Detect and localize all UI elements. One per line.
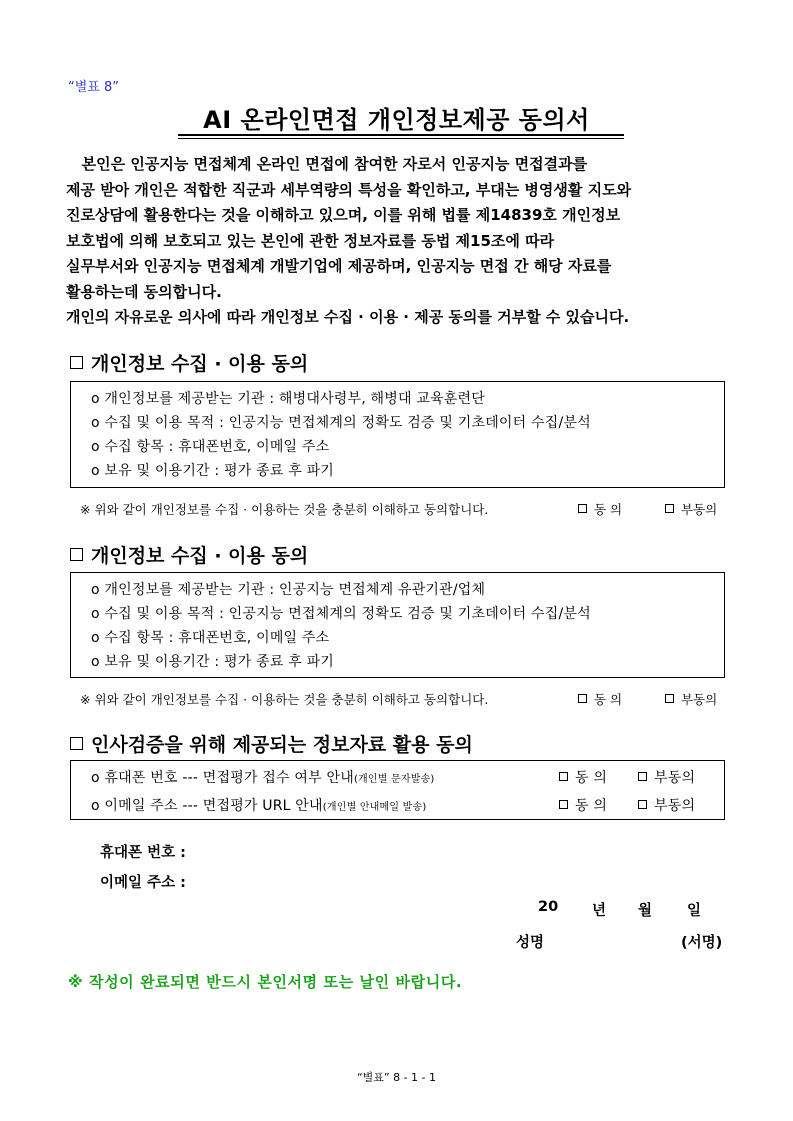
checkbox-icon[interactable] bbox=[559, 772, 568, 781]
intro-paragraph bbox=[66, 152, 730, 331]
agree-option[interactable] bbox=[578, 690, 622, 708]
square-bullet-icon bbox=[70, 737, 83, 750]
annex-label: “별표 8” bbox=[68, 80, 119, 95]
signature-label: (서명) bbox=[681, 935, 723, 951]
consent-item: o 보유 및 이용기간 : 평가 종료 후 파기 bbox=[91, 654, 335, 670]
consent-row bbox=[91, 795, 426, 815]
title-underline-thin bbox=[178, 138, 624, 139]
checkbox-icon[interactable] bbox=[578, 504, 587, 513]
disagree-option[interactable] bbox=[665, 500, 717, 518]
agree-option[interactable] bbox=[559, 767, 607, 787]
date-day-unit: 일 bbox=[687, 903, 702, 919]
disagree-option[interactable] bbox=[665, 690, 717, 708]
section-heading-1 bbox=[70, 349, 308, 376]
agree-label: 동 의 bbox=[594, 502, 623, 517]
disagree-label: 부동의 bbox=[681, 502, 718, 517]
email-address-label: 이메일 주소 : bbox=[100, 875, 186, 891]
disagree-label: 부동의 bbox=[681, 692, 718, 707]
intro-line: 활용하는데 동의합니다. bbox=[66, 282, 222, 301]
intro-line: 보호법에 의해 보호되고 있는 본인에 관한 정보자료를 동법 제15조에 따라 bbox=[66, 231, 555, 250]
consent-item: o 개인정보를 제공받는 기관 : 인공지능 면접체계 유관기관/업체 bbox=[91, 582, 486, 598]
disagree-option[interactable] bbox=[638, 795, 695, 815]
consent-row-text: o 이메일 주소 --- 면접평가 URL 안내 bbox=[91, 798, 323, 814]
agree-label: 동 의 bbox=[594, 692, 623, 707]
agree-note-text: ※ 위와 같이 개인정보를 수집 · 이용하는 것을 충분히 이해하고 동의합니다. bbox=[80, 692, 489, 707]
checkbox-icon[interactable] bbox=[638, 800, 647, 809]
phone-number-label: 휴대폰 번호 : bbox=[100, 845, 186, 861]
consent-row-note: (개인별 문자발송) bbox=[353, 774, 435, 785]
agree-option[interactable] bbox=[559, 795, 607, 815]
disagree-option[interactable] bbox=[638, 767, 695, 787]
document-title: AI 온라인면접 개인정보제공 동의서 bbox=[203, 106, 590, 134]
section-heading-2 bbox=[70, 541, 308, 568]
consent-row-text: o 휴대폰 번호 --- 면접평가 접수 여부 안내 bbox=[91, 770, 354, 786]
intro-line: 제공 받아 개인은 적합한 직군과 세부역량의 특성을 확인하고, 부대는 병영생활 지도와 bbox=[66, 180, 632, 199]
agree-label: 동 의 bbox=[575, 798, 608, 814]
consent-box-1 bbox=[70, 381, 725, 488]
consent-item: o 수집 및 이용 목적 : 인공지능 면접체계의 정확도 검증 및 기초데이터 수집/분석 bbox=[91, 415, 591, 431]
title-underline bbox=[178, 134, 624, 136]
date-year-unit: 년 bbox=[592, 903, 607, 919]
agree-option[interactable] bbox=[578, 500, 622, 518]
checkbox-icon[interactable] bbox=[665, 694, 674, 703]
checkbox-icon[interactable] bbox=[638, 772, 647, 781]
consent-item: o 수집 및 이용 목적 : 인공지능 면접체계의 정확도 검증 및 기초데이터 수집/분석 bbox=[91, 606, 591, 622]
consent-item: o 수집 항목 : 휴대폰번호, 이메일 주소 bbox=[91, 630, 330, 646]
section-heading-text: 인사검증을 위해 제공되는 정보자료 활용 동의 bbox=[91, 734, 473, 756]
intro-line: 실무부서와 인공지능 면접체계 개발기업에 제공하며, 인공지능 면접 간 해당 자료를 bbox=[66, 257, 612, 275]
consent-box-3 bbox=[70, 760, 725, 820]
date-month-unit: 월 bbox=[638, 903, 653, 919]
square-bullet-icon bbox=[70, 548, 83, 561]
name-label: 성명 bbox=[516, 935, 545, 951]
intro-line: 본인은 인공지능 면접체계 온라인 면접에 참여한 자로서 인공지능 면접결과를 bbox=[66, 155, 588, 173]
agree-note-text: ※ 위와 같이 개인정보를 수집 · 이용하는 것을 충분히 이해하고 동의합니다. bbox=[80, 502, 489, 517]
disagree-label: 부동의 bbox=[654, 798, 696, 814]
consent-item: o 보유 및 이용기간 : 평가 종료 후 파기 bbox=[91, 463, 335, 479]
consent-item: o 수집 항목 : 휴대폰번호, 이메일 주소 bbox=[91, 439, 330, 455]
page-number: “별표” 8 - 1 - 1 bbox=[356, 1071, 437, 1084]
square-bullet-icon bbox=[70, 356, 83, 369]
checkbox-icon[interactable] bbox=[578, 694, 587, 703]
consent-item: o 개인정보를 제공받는 기관 : 해병대사령부, 해병대 교육훈련단 bbox=[91, 391, 485, 407]
checkbox-icon[interactable] bbox=[559, 800, 568, 809]
intro-line: 진로상담에 활용한다는 것을 이해하고 있으며, 이를 위해 법률 제14839호 개인정보 bbox=[66, 206, 621, 224]
consent-box-2 bbox=[70, 572, 725, 678]
agree-label: 동 의 bbox=[575, 770, 608, 786]
date-year: 20 bbox=[538, 899, 559, 915]
section-heading-3 bbox=[70, 730, 473, 757]
disagree-label: 부동의 bbox=[654, 770, 696, 786]
checkbox-icon[interactable] bbox=[665, 504, 674, 513]
intro-line: 개인의 자유로운 의사에 따라 개인정보 수집 · 이용 · 제공 동의를 거부할 수 있습니다. bbox=[66, 308, 630, 326]
section-heading-text: 개인정보 수집 · 이용 동의 bbox=[91, 353, 309, 375]
agree-note-2 bbox=[80, 690, 740, 708]
completion-notice: ※ 작성이 완료되면 반드시 본인서명 또는 날인 바랍니다. bbox=[68, 973, 463, 991]
consent-row bbox=[91, 767, 435, 787]
consent-row-note: (개인별 안내메일 발송) bbox=[322, 802, 427, 813]
section-heading-text: 개인정보 수집 · 이용 동의 bbox=[91, 545, 309, 567]
agree-note-1 bbox=[80, 500, 740, 518]
